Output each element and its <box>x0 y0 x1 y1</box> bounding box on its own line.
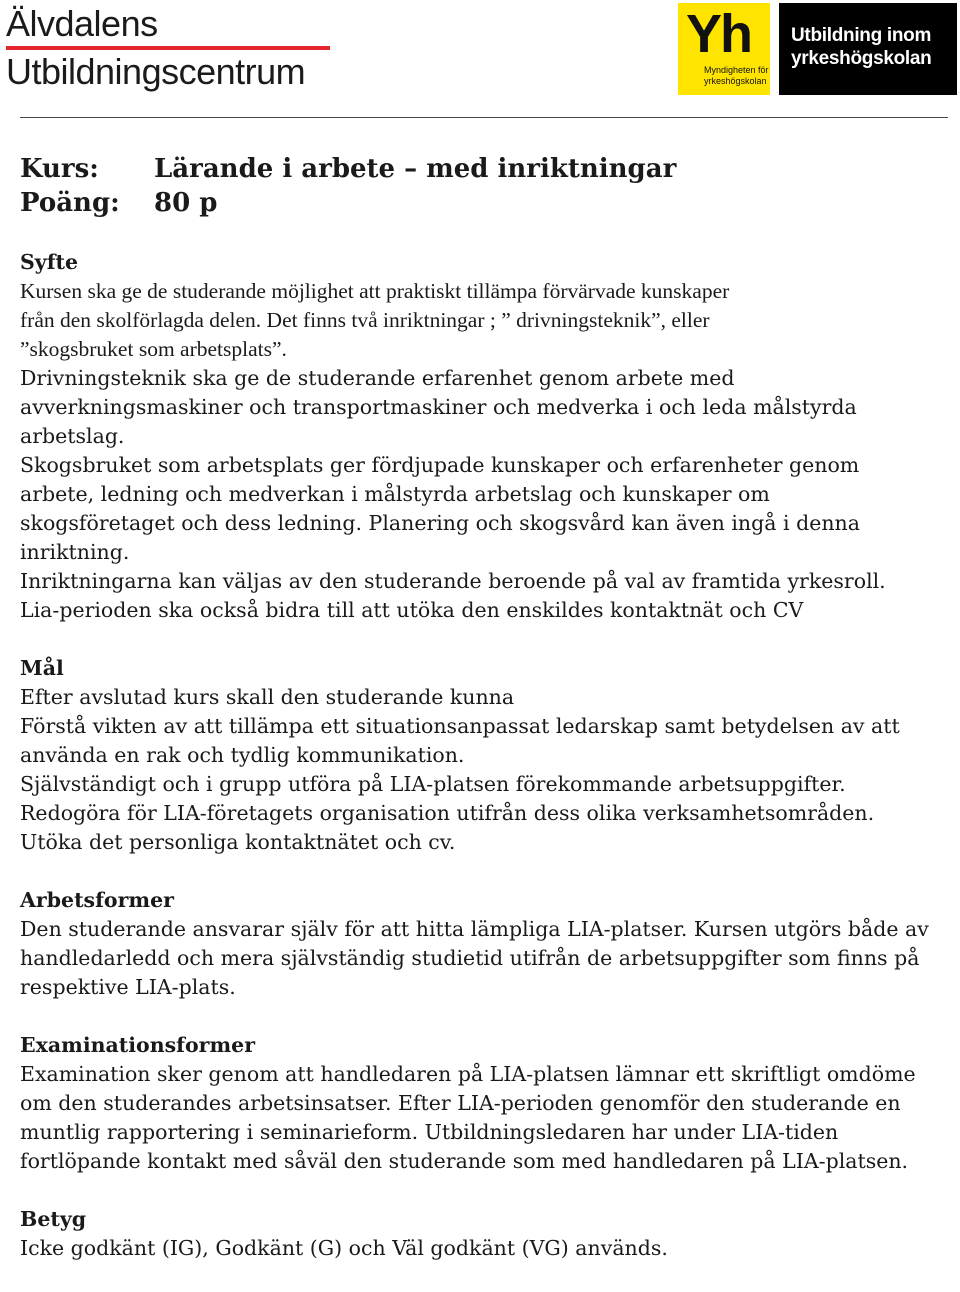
text-line: Förstå vikten av att tillämpa ett situationsanpassat ledarskap samt betydelsen av att <box>20 714 900 738</box>
text-line: Skogsbruket som arbetsplats ger fördjupade kunskaper och erfarenheter genom <box>20 453 860 477</box>
utbildning-logo-line-1: Utbildning inom <box>791 25 932 46</box>
text-line: respektive LIA-plats. <box>20 975 236 999</box>
section-syfte <box>20 248 940 625</box>
yh-logo <box>678 3 770 95</box>
text-line: Den studerande ansvarar själv för att hitta lämpliga LIA-platser. Kursen utgörs både av <box>20 917 929 941</box>
yh-logo-subtitle-line-2: yrkeshögskolan <box>704 76 767 86</box>
section-heading: Mål <box>20 656 64 680</box>
course-info <box>20 152 940 220</box>
text-line: handledarledd och mera självständig studietid utifrån de arbetsuppgifter som finns på <box>20 946 920 970</box>
section-heading: Syfte <box>20 250 79 274</box>
course-label: Kurs: <box>20 154 99 184</box>
text-line: Kursen ska ge de studerande möjlighet att praktiskt tillämpa förvärvade kunskaper <box>20 279 730 303</box>
header-divider <box>20 117 948 118</box>
yh-logo-mark: Yh <box>686 4 752 64</box>
section-mal <box>20 654 940 857</box>
text-line: inriktning. <box>20 540 130 564</box>
text-line: muntlig rapportering i seminarieform. Utbildningsledaren har under LIA-tiden <box>20 1120 839 1144</box>
text-line: Inriktningarna kan väljas av den studerande beroende på val av framtida yrkesroll. <box>20 569 886 593</box>
course-content <box>20 248 940 1292</box>
text-line: Examination sker genom att handledaren på LIA-platsen lämnar ett skriftligt omdöme <box>20 1062 916 1086</box>
section-arbetsformer <box>20 886 940 1002</box>
text-line: fortlöpande kontakt med såväl den studerande som med handledaren på LIA-platsen. <box>20 1149 909 1173</box>
section-examinationsformer <box>20 1031 940 1176</box>
text-line: Redogöra för LIA-företagets organisation utifrån dess olika verksamhetsområden. <box>20 801 875 825</box>
logo-line-2: Utbildningscentrum <box>6 51 306 92</box>
points-row <box>20 186 940 220</box>
logo-line-1: Älvdalens <box>6 3 158 44</box>
text-line: Efter avslutad kurs skall den studerande kunna <box>20 685 515 709</box>
text-line: Icke godkänt (IG), Godkänt (G) och Väl godkänt (VG) används. <box>20 1236 668 1260</box>
text-line: Lia-perioden ska också bidra till att utöka den enskildes kontaktnät och CV <box>20 598 804 622</box>
course-row <box>20 152 940 186</box>
alvdalens-logo <box>6 2 336 102</box>
course-title: Lärande i arbete – med inriktningar <box>154 154 677 184</box>
section-heading: Examinationsformer <box>20 1033 255 1057</box>
section-betyg <box>20 1205 940 1263</box>
text-line: arbete, ledning och medverkan i målstyrda arbetslag och kunskaper om <box>20 482 770 506</box>
page-header <box>0 0 960 120</box>
text-line: avverkningsmaskiner och transportmaskiner och medverka i och leda målstyrda <box>20 395 857 419</box>
section-heading: Betyg <box>20 1207 87 1231</box>
text-line: arbetslag. <box>20 424 125 448</box>
yh-logo-subtitle <box>704 65 769 87</box>
text-line: Drivningsteknik ska ge de studerande erfarenhet genom arbete med <box>20 366 735 390</box>
section-heading: Arbetsformer <box>20 888 174 912</box>
yh-logo-subtitle-line-1: Myndigheten för <box>704 65 769 75</box>
text-line: skogsföretaget och dess ledning. Planering och skogsvård kan även ingå i denna <box>20 511 860 535</box>
text-line: använda en rak och tydlig kommunikation. <box>20 743 465 767</box>
utbildning-logo-line-2: yrkeshögskolan <box>791 48 932 69</box>
utbildning-logo <box>779 3 957 95</box>
points-label: Poäng: <box>20 188 120 218</box>
text-line: ”skogsbruket som arbetsplats”. <box>20 337 287 361</box>
text-line: om den studerandes arbetsinsatser. Efter LIA-perioden genomför den studerande en <box>20 1091 901 1115</box>
text-line: Utöka det personliga kontaktnätet och cv. <box>20 830 456 854</box>
text-line: Självständigt och i grupp utföra på LIA-platsen förekommande arbetsuppgifter. <box>20 772 846 796</box>
text-line: från den skolförlagda delen. Det finns två inriktningar ; ” drivningsteknik”, eller <box>20 308 710 332</box>
points-value: 80 p <box>154 188 218 218</box>
utbildning-logo-text <box>791 24 931 70</box>
